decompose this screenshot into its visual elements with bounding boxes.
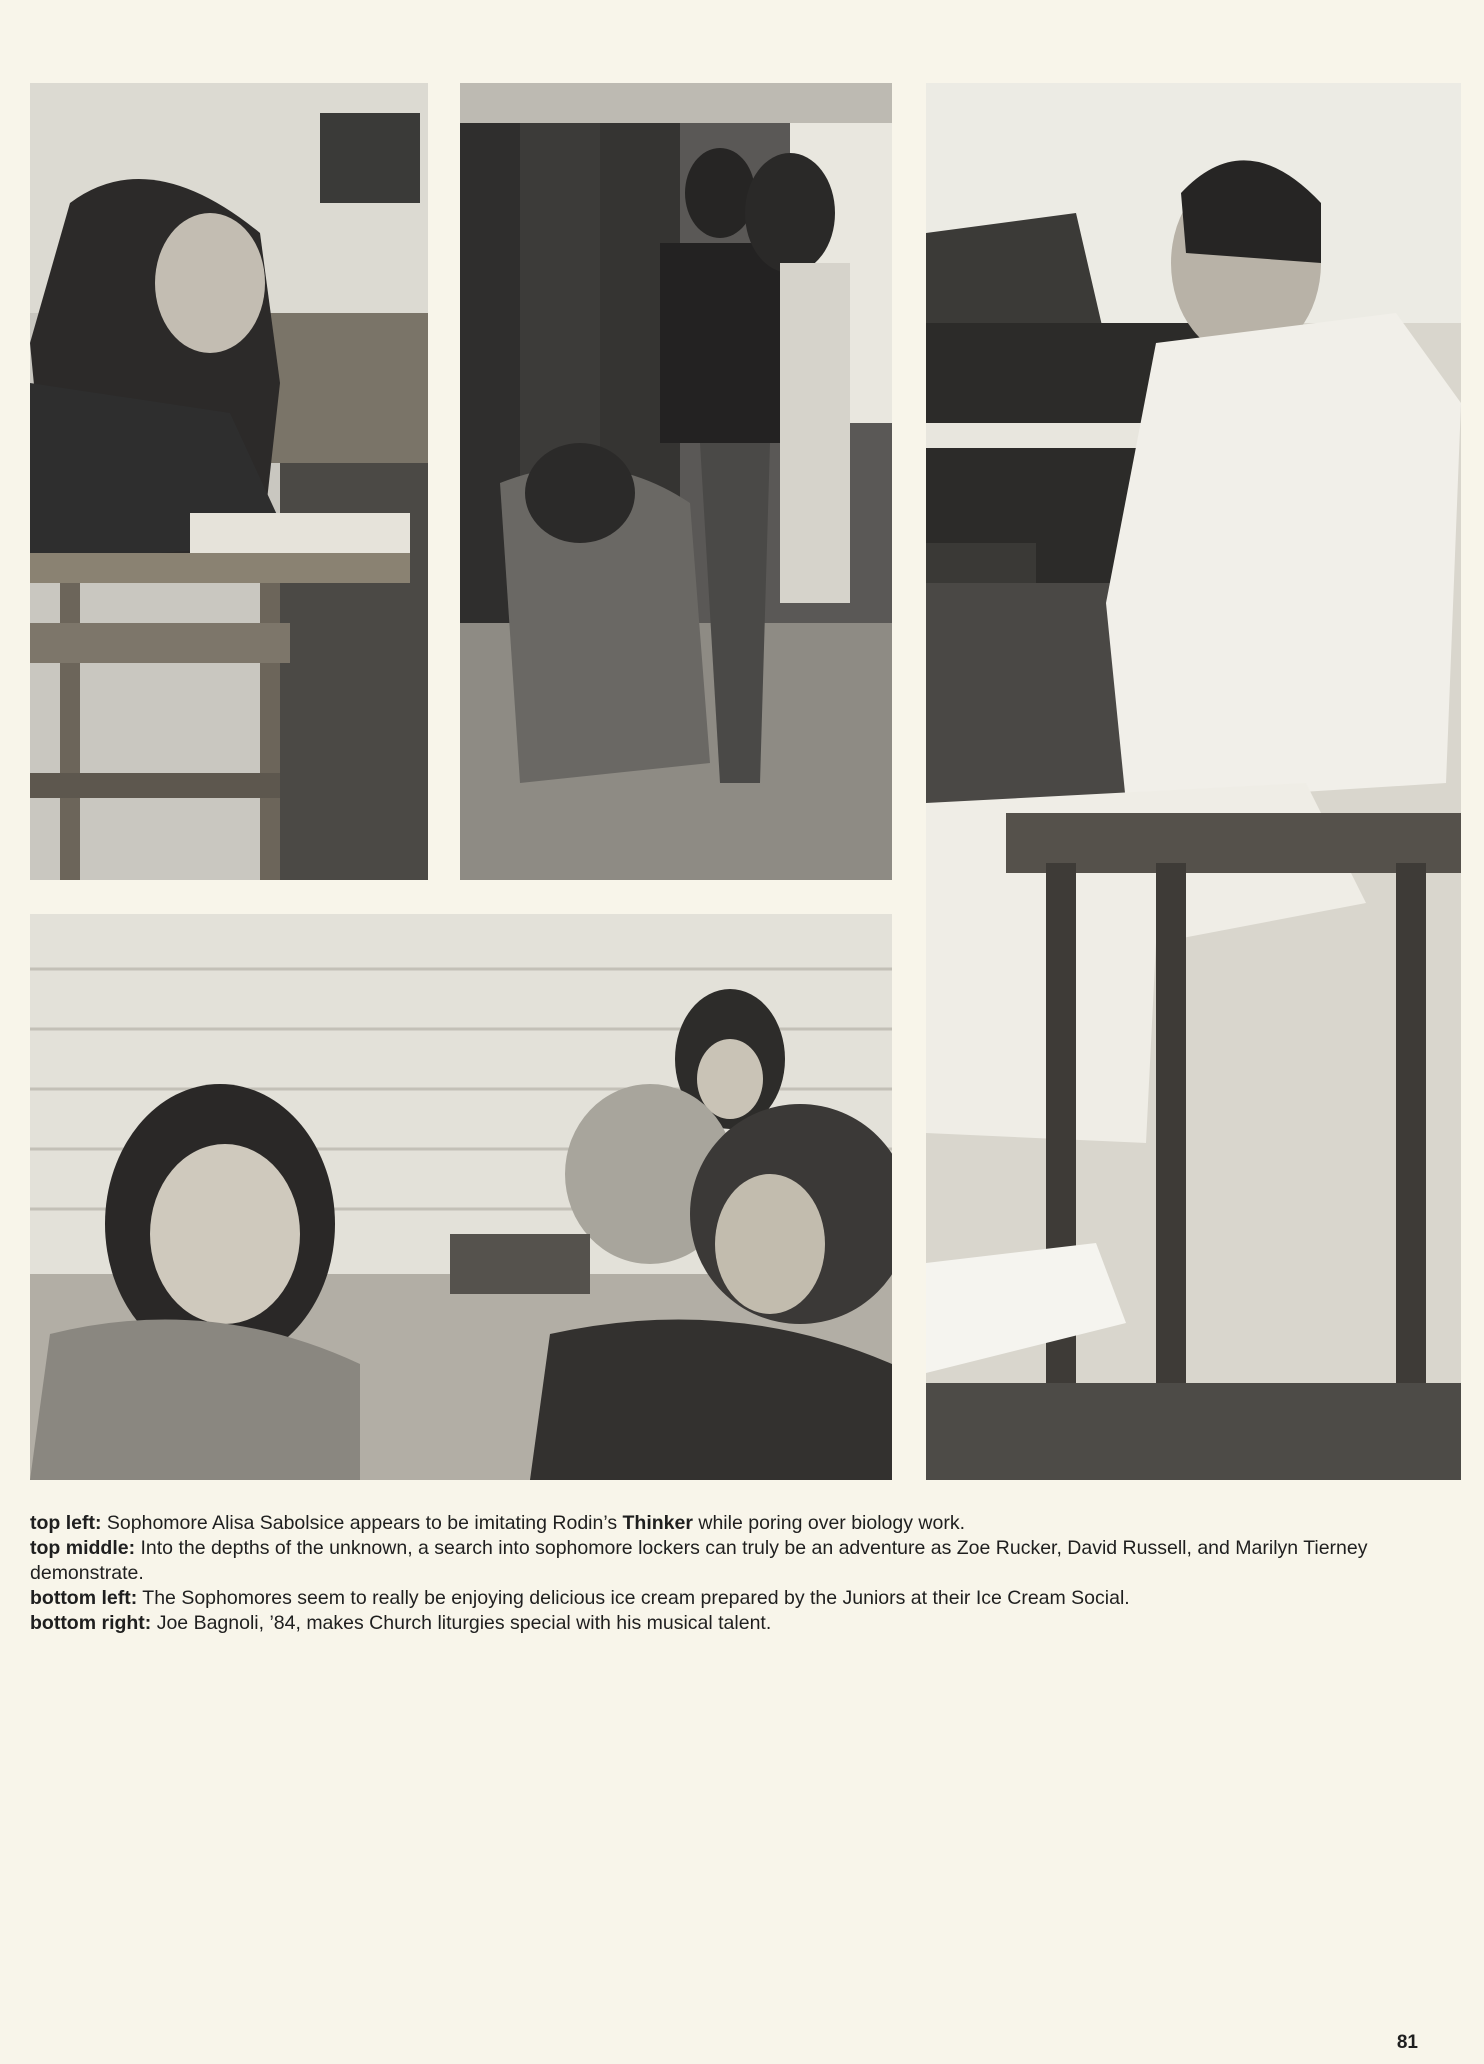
caption-label: top left: [30, 1512, 102, 1534]
caption-text: The Sophomores seem to really be enjoying delicious ice cream prepared by the Juniors at their Ice Cream Social. [137, 1587, 1130, 1609]
caption-emphasis: Thinker [622, 1512, 693, 1534]
caption-bottom-left [30, 1586, 1450, 1611]
caption-top-middle [30, 1536, 1450, 1586]
caption-text: while poring over biology work. [692, 1512, 966, 1534]
photo-bottom-left [30, 914, 892, 1480]
caption-block [30, 1511, 1450, 1636]
photo-top-middle [460, 83, 892, 880]
caption-text: Into the depths of the unknown, a search into sophomore lockers can truly be an adventure as Zoe Rucker, David Russell, and Marilyn Tierney demonstrate. [30, 1537, 1368, 1584]
caption-bottom-right [30, 1611, 1450, 1636]
caption-top-left [30, 1511, 1450, 1536]
caption-text: Sophomore Alisa Sabolsice appears to be imitating Rodin’s [101, 1512, 623, 1534]
caption-label: bottom left: [30, 1587, 138, 1609]
photo-bottom-right [926, 83, 1461, 1480]
caption-text: Joe Bagnoli, ’84, makes Church liturgies special with his musical talent. [151, 1612, 772, 1634]
caption-label: bottom right: [30, 1612, 152, 1634]
page-number: 81 [1396, 2032, 1418, 2053]
photo-top-left [30, 83, 428, 880]
caption-label: top middle: [30, 1537, 136, 1559]
